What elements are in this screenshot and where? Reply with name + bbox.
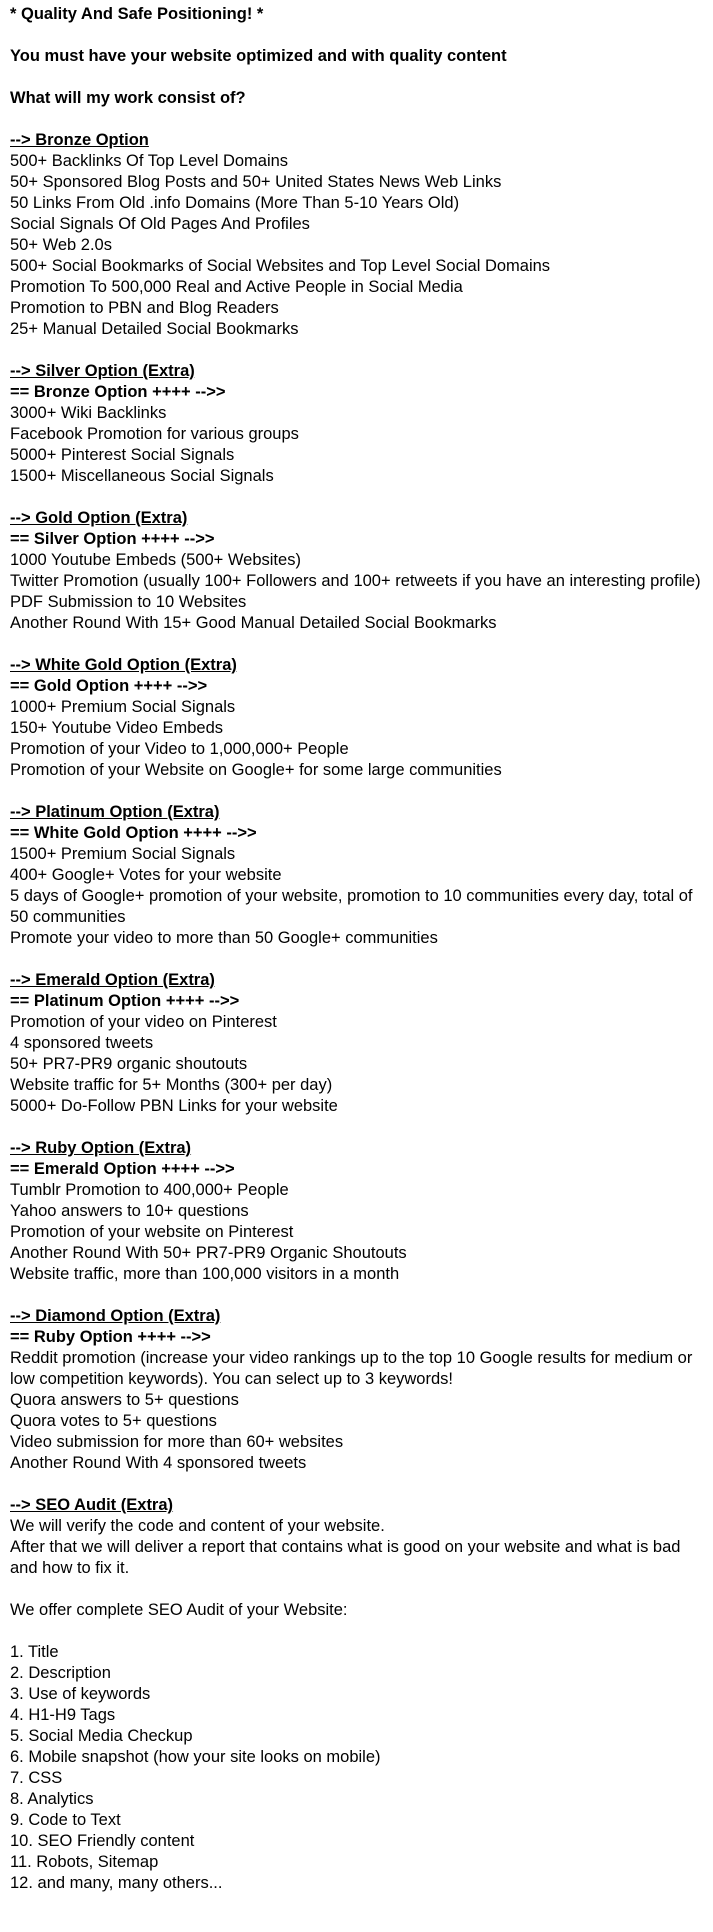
seo-audit-description: We will verify the code and content of your website. xyxy=(10,1517,385,1535)
option-item: Reddit promotion (increase your video rankings up to the top 10 Google results for medium or low competition keywords). You can select up to 3 keywords! xyxy=(10,1349,693,1388)
option-item: 50+ PR7-PR9 organic shoutouts xyxy=(10,1055,248,1073)
option-item: 400+ Google+ Votes for your website xyxy=(10,866,282,884)
seo-audit-item: 6. Mobile snapshot (how your site looks on mobile) xyxy=(10,1748,381,1766)
option-item: PDF Submission to 10 Websites xyxy=(10,593,247,611)
option-section xyxy=(10,130,710,361)
option-includes: == Gold Option ++++ -->> xyxy=(10,677,208,695)
option-section xyxy=(10,1306,710,1495)
seo-audit-heading: --> SEO Audit (Extra) xyxy=(10,1496,174,1514)
option-item: Promotion of your video on Pinterest xyxy=(10,1013,277,1031)
seo-audit-item: 1. Title xyxy=(10,1643,59,1661)
option-item: 1000+ Premium Social Signals xyxy=(10,698,236,716)
option-includes: == Bronze Option ++++ -->> xyxy=(10,383,226,401)
option-item: Quora answers to 5+ questions xyxy=(10,1391,239,1409)
option-heading: --> Diamond Option (Extra) xyxy=(10,1307,221,1325)
option-section xyxy=(10,1138,710,1306)
option-item: Website traffic for 5+ Months (300+ per day) xyxy=(10,1076,333,1094)
option-item: 5000+ Do-Follow PBN Links for your website xyxy=(10,1097,338,1115)
seo-audit-item: 7. CSS xyxy=(10,1769,63,1787)
seo-audit-item: 2. Description xyxy=(10,1664,111,1682)
option-includes: == Platinum Option ++++ -->> xyxy=(10,992,240,1010)
option-item: Another Round With 50+ PR7-PR9 Organic Shoutouts xyxy=(10,1244,407,1262)
option-item: Promotion of your website on Pinterest xyxy=(10,1223,294,1241)
intro-subtitle: You must have your website optimized and with quality content xyxy=(10,47,507,65)
seo-audit-list xyxy=(10,1642,710,1894)
option-section xyxy=(10,655,710,802)
option-item: Promotion to PBN and Blog Readers xyxy=(10,299,279,317)
option-includes: == Emerald Option ++++ -->> xyxy=(10,1160,235,1178)
option-includes: == Silver Option ++++ -->> xyxy=(10,530,215,548)
option-item: Video submission for more than 60+ websites xyxy=(10,1433,344,1451)
option-heading: --> Ruby Option (Extra) xyxy=(10,1139,192,1157)
seo-audit-section xyxy=(10,1495,710,1894)
intro-title: * Quality And Safe Positioning! * xyxy=(10,5,264,23)
option-section xyxy=(10,508,710,655)
option-includes: == White Gold Option ++++ -->> xyxy=(10,824,257,842)
seo-audit-item: 8. Analytics xyxy=(10,1790,94,1808)
option-item: 5 days of Google+ promotion of your website, promotion to 10 communities every day, total of 50 communities xyxy=(10,887,693,926)
option-item: Yahoo answers to 10+ questions xyxy=(10,1202,249,1220)
option-item: 150+ Youtube Video Embeds xyxy=(10,719,224,737)
option-heading: --> Emerald Option (Extra) xyxy=(10,971,215,989)
option-item: Quora votes to 5+ questions xyxy=(10,1412,217,1430)
option-item: 25+ Manual Detailed Social Bookmarks xyxy=(10,320,299,338)
option-item: Promotion To 500,000 Real and Active People in Social Media xyxy=(10,278,463,296)
option-item: Promotion of your Video to 1,000,000+ People xyxy=(10,740,349,758)
option-item: 50+ Web 2.0s xyxy=(10,236,112,254)
seo-audit-item: 9. Code to Text xyxy=(10,1811,121,1829)
option-section xyxy=(10,802,710,970)
option-item: 5000+ Pinterest Social Signals xyxy=(10,446,235,464)
option-heading: --> Platinum Option (Extra) xyxy=(10,803,220,821)
seo-audit-item: 3. Use of keywords xyxy=(10,1685,151,1703)
intro-question: What will my work consist of? xyxy=(10,89,246,107)
option-item: 50 Links From Old .info Domains (More Than 5-10 Years Old) xyxy=(10,194,460,212)
option-item: Promote your video to more than 50 Google+ communities xyxy=(10,929,438,947)
option-item: Website traffic, more than 100,000 visitors in a month xyxy=(10,1265,400,1283)
option-item: 500+ Backlinks Of Top Level Domains xyxy=(10,152,289,170)
option-item: Promotion of your Website on Google+ for some large communities xyxy=(10,761,502,779)
option-item: Another Round With 4 sponsored tweets xyxy=(10,1454,307,1472)
options-list xyxy=(10,130,710,1495)
option-section xyxy=(10,361,710,508)
option-item: 500+ Social Bookmarks of Social Websites and Top Level Social Domains xyxy=(10,257,551,275)
seo-audit-item: 10. SEO Friendly content xyxy=(10,1832,195,1850)
seo-audit-item: 11. Robots, Sitemap xyxy=(10,1853,159,1871)
option-item: 1000 Youtube Embeds (500+ Websites) xyxy=(10,551,301,569)
option-item: 50+ Sponsored Blog Posts and 50+ United States News Web Links xyxy=(10,173,502,191)
option-item: Social Signals Of Old Pages And Profiles xyxy=(10,215,310,233)
option-includes: == Ruby Option ++++ -->> xyxy=(10,1328,211,1346)
option-item: Facebook Promotion for various groups xyxy=(10,425,299,443)
option-item: 4 sponsored tweets xyxy=(10,1034,154,1052)
seo-audit-item: 12. and many, many others... xyxy=(10,1874,223,1892)
seo-audit-description: After that we will deliver a report that contains what is good on your website and what is bad and how to fix it. xyxy=(10,1538,681,1577)
option-section xyxy=(10,970,710,1138)
option-heading: --> Bronze Option xyxy=(10,131,149,149)
seo-audit-offer: We offer complete SEO Audit of your Website: xyxy=(10,1601,348,1619)
option-item: Another Round With 15+ Good Manual Detailed Social Bookmarks xyxy=(10,614,497,632)
option-heading: --> White Gold Option (Extra) xyxy=(10,656,237,674)
seo-audit-item: 4. H1-H9 Tags xyxy=(10,1706,116,1724)
option-heading: --> Gold Option (Extra) xyxy=(10,509,188,527)
option-heading: --> Silver Option (Extra) xyxy=(10,362,195,380)
seo-audit-item: 5. Social Media Checkup xyxy=(10,1727,193,1745)
option-item: 1500+ Premium Social Signals xyxy=(10,845,236,863)
option-item: 1500+ Miscellaneous Social Signals xyxy=(10,467,274,485)
option-item: 3000+ Wiki Backlinks xyxy=(10,404,167,422)
option-item: Twitter Promotion (usually 100+ Followers and 100+ retweets if you have an interesting profile) xyxy=(10,572,701,590)
option-item: Tumblr Promotion to 400,000+ People xyxy=(10,1181,289,1199)
